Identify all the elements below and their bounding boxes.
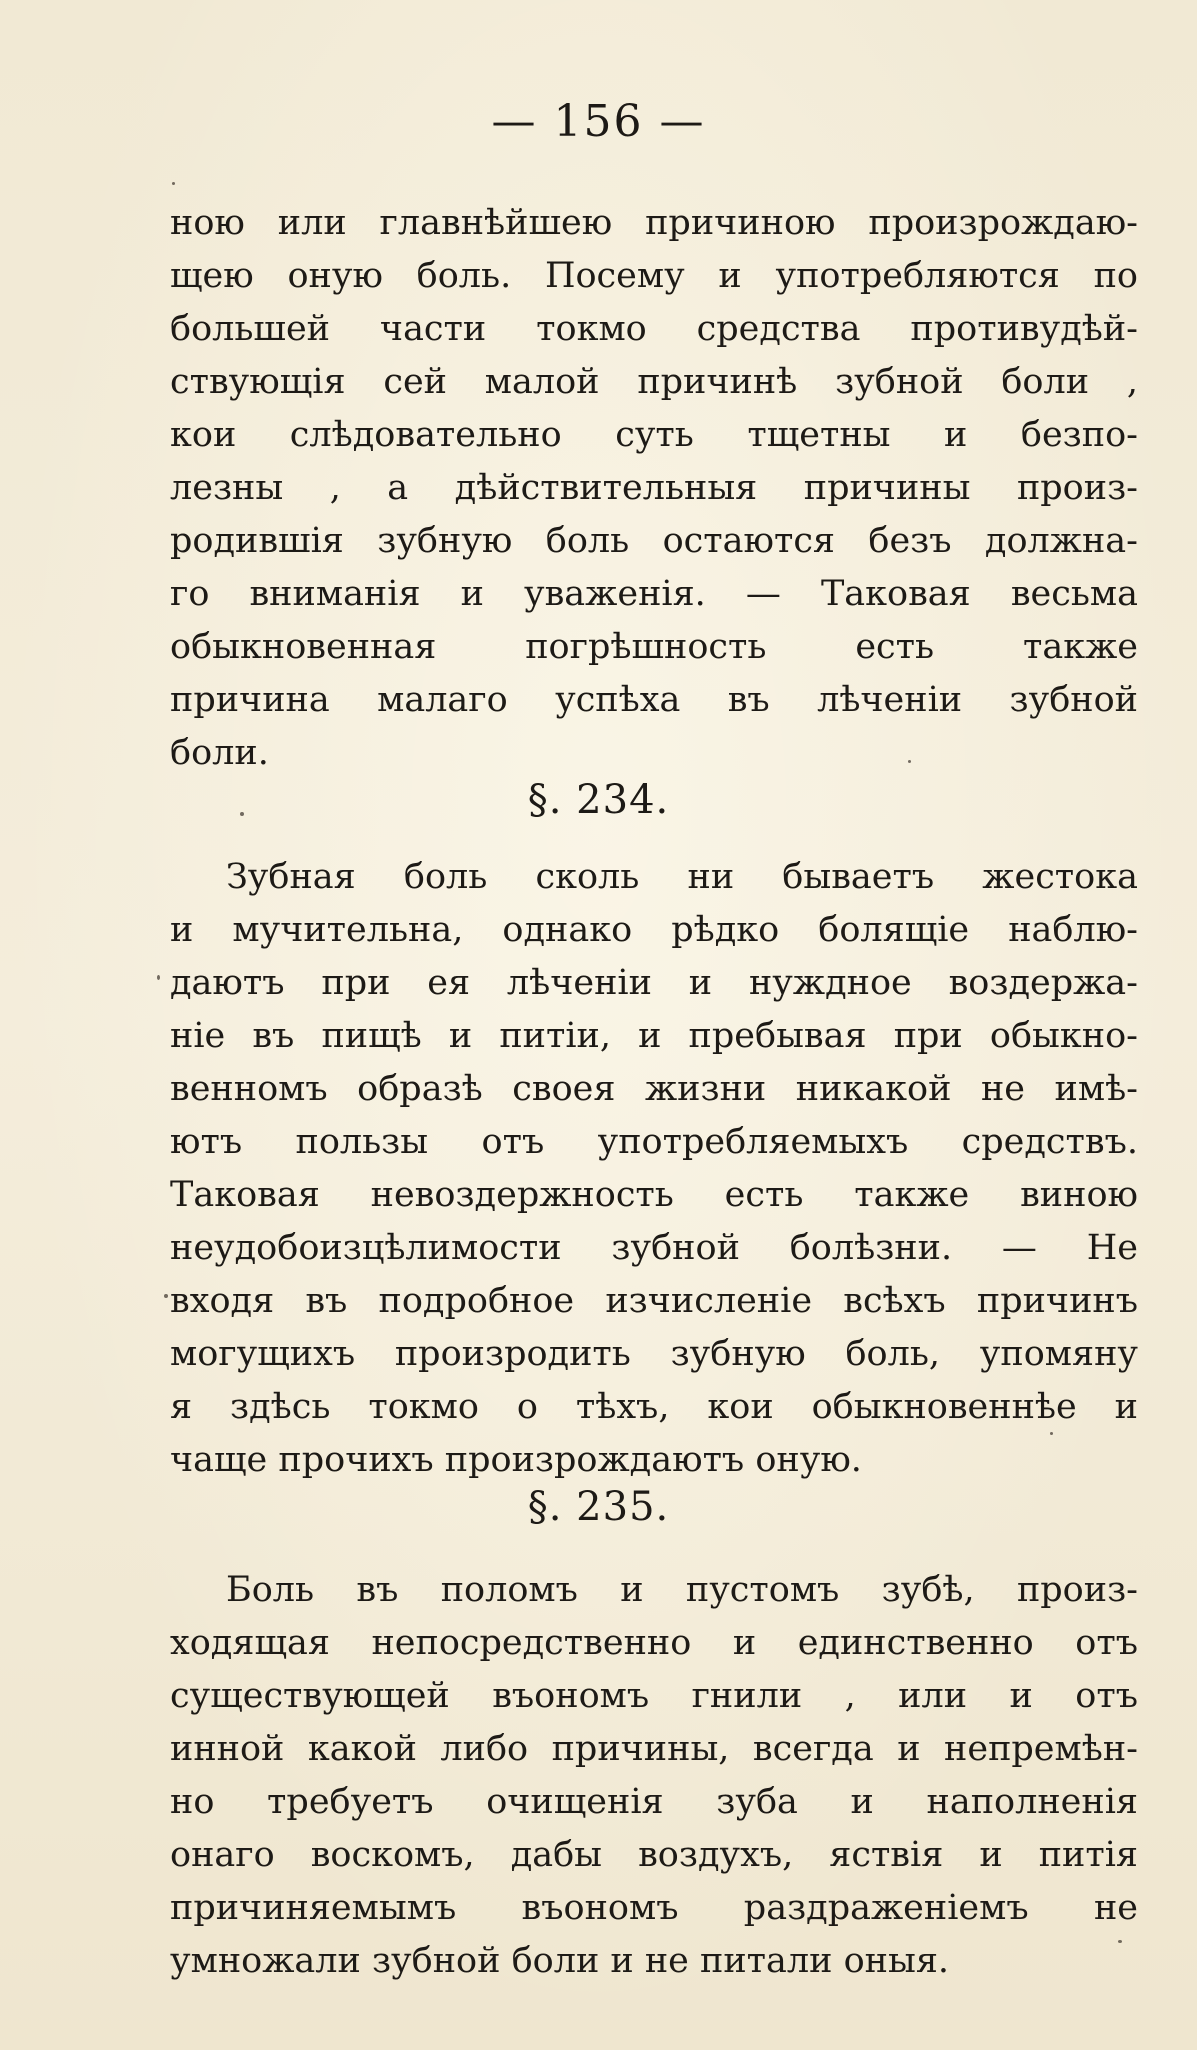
text-line: онаго воскомъ, дабы воздухъ, яствія и питія (170, 1835, 1138, 1875)
text-line: даютъ при ея лѣченіи и нуждное воздержа- (170, 963, 1138, 1003)
text-line: причиняемымъ въономъ раздраженіемъ не (170, 1888, 1138, 1928)
page-number: — 156 — (491, 96, 706, 147)
text-line: кои слѣдовательно суть тщетны и безпо- (170, 415, 1138, 455)
section-heading-234: §. 234. (527, 777, 670, 823)
text-line: входя въ подробное изчисленіе всѣхъ причинъ (170, 1281, 1138, 1321)
text-line: ною или главнѣйшею причиною произрождаю- (170, 203, 1138, 243)
text-line: Зубная боль сколь ни бываетъ жестока (226, 857, 1138, 897)
text-line: ходящая непосредственно и единственно отъ (170, 1623, 1138, 1663)
paper-speck (164, 1294, 168, 1298)
text-line: существующей въономъ гнили , или и отъ (170, 1676, 1138, 1716)
paper-speck (1118, 1940, 1122, 1943)
text-line: инной какой либо причины, всегда и непремѣн- (170, 1729, 1138, 1769)
text-line: я здѣсь токмо о тѣхъ, кои обыкновеннѣе и (170, 1387, 1138, 1427)
text-line: и мучительна, однако рѣдко болящіе наблю- (170, 910, 1138, 950)
text-line: венномъ образѣ своея жизни никакой не имѣ- (170, 1069, 1138, 1109)
text-line: ніе въ пищѣ и питіи, и пребывая при обыкно- (170, 1016, 1138, 1056)
text-line: чаще прочихъ произрождаютъ оную. (170, 1440, 862, 1480)
paper-speck (1050, 1432, 1053, 1435)
text-line: неудобоизцѣлимости зубной болѣзни. — Не (170, 1228, 1138, 1268)
text-line: обыкновенная погрѣшность есть также (170, 627, 1138, 667)
text-line: могущихъ произродить зубную боль, упомяну (170, 1334, 1138, 1374)
text-line: щею оную боль. Посему и употребляются по (170, 256, 1138, 296)
text-line: но требуетъ очищенія зуба и наполненія (170, 1782, 1138, 1822)
text-line: родившія зубную боль остаются безъ должна- (170, 521, 1138, 561)
section-heading-235: §. 235. (527, 1484, 670, 1530)
text-line: ютъ пользы отъ употребляемыхъ средствъ. (170, 1122, 1138, 1162)
text-line: причина малаго успѣха въ лѣченіи зубной (170, 680, 1138, 720)
text-line: ствующія сей малой причинѣ зубной боли , (170, 362, 1138, 402)
text-line: большей части токмо средства противудѣй- (170, 309, 1138, 349)
text-line: Боль въ поломъ и пустомъ зубѣ, произ- (226, 1570, 1138, 1610)
paper-speck (908, 760, 911, 763)
paper-speck (157, 975, 160, 980)
text-line: лезны , а дѣйствительныя причины произ- (170, 468, 1138, 508)
text-line: го вниманія и уваженія. — Таковая весьма (170, 574, 1138, 614)
paper-speck (240, 812, 244, 816)
text-line: Таковая невоздержность есть также виною (170, 1175, 1138, 1215)
text-line: умножали зубной боли и не питали оныя. (170, 1941, 950, 1981)
paper-speck (172, 182, 175, 185)
text-line: боли. (170, 733, 269, 773)
